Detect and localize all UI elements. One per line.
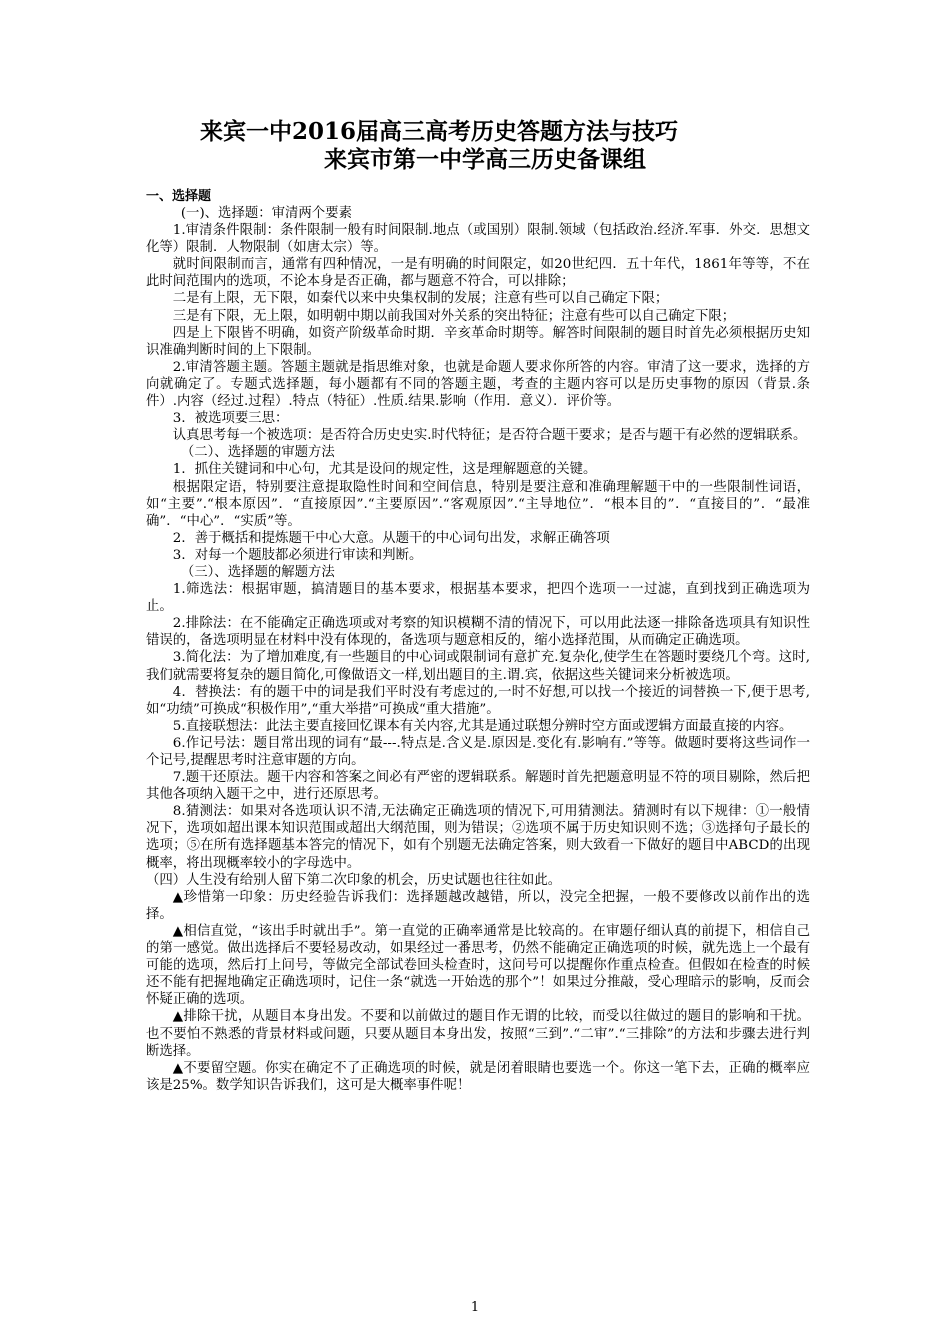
paragraph: 1.筛选法：根据审题，搞清题目的基本要求，根据基本要求，把四个选项一一过滤，直到找到正确选项为止。 — [146, 582, 810, 615]
subheading: （四）人生没有给别人留下第二次印象的机会，历史试题也往往如此。 — [146, 872, 562, 888]
paragraph: 7.题干还原法。题干内容和答案之间必有严密的逻辑联系。解题时首先把题意明显不符的项目剔除，然后把其他各项纳入题干之中，进行还原思考。 — [146, 770, 810, 803]
paragraph: 2.排除法：在不能确定正确选项或对考察的知识模糊不清的情况下，可以用此法逐一排除备选项具有知识性错误的，备选项明显在材料中没有体现的，备选项与题意相反的，缩小选择范围，从而确定正确选项。 — [146, 616, 810, 649]
paragraph: 根据限定语，特别要注意提取隐性时间和空间信息，特别是要注意和准确理解题干中的一些限制性词语，如“主要”.“根本原因”．“直接原因”.“主要原因”.“客观原因”.“主导地位”．“根本目的”．“直接目的”．“最准确”．“中心”．“实质”等。 — [146, 479, 810, 529]
subheading: (一)、选择题：审清两个要素 — [180, 206, 352, 221]
paragraph: 3．对每一个题肢都必须进行审读和判断。 — [172, 547, 423, 563]
body-text — [146, 205, 810, 1094]
paragraph: ▲相信直觉，“该出手时就出手”。第一直觉的正确率通常是比较高的。在审题仔细认真的前提下，相信自己的第一感觉。做出选择后不要轻易改动，如果经过一番思考，仍然不能确定正确选项的时候，就先选上一个最有可能的选项，然后打上问号，等做完全部试卷回头检查时，这问号可以提醒你作重点检查。但假如在检查的时候还不能有把握地确定正确选项时，记住一条“就选一开始选的那个”！如果过分推敲，受心理暗示的影响，反而会怀疑正确的选项。 — [146, 923, 810, 1008]
paragraph: 四是上下限皆不明确，如资产阶级革命时期．辛亥革命时期等。解答时间限制的题目时首先必须根据历史知识准确判断时间的上下限制。 — [146, 325, 810, 358]
paragraph: 6.作记号法：题目常出现的词有“最---.特点是.含义是.原因是.变化有.影响有.”等等。做题时要将这些词作一个记号,提醒思考时注意审题的方向。 — [146, 735, 810, 768]
section-heading: 一、选择题 — [146, 189, 212, 204]
document-subtitle: 来宾市第一中学高三历史备课组 — [324, 146, 646, 173]
subheading: （三）、选择题的解题方法 — [180, 564, 335, 580]
paragraph: 1.审清条件限制：条件限制一般有时间限制.地点（或国别）限制.领域（包括政治.经济.军事．外交．思想文化等）限制．人物限制（如唐太宗）等。 — [146, 223, 810, 256]
paragraph: ▲不要留空题。你实在确定不了正确选项的时候，就是闭着眼睛也要选一个。你这一笔下去，正确的概率应该是25%。数学知识告诉我们，这可是大概率事件呢！ — [146, 1060, 810, 1093]
document-title: 来宾一中2016届高三高考历史答题方法与技巧 — [200, 118, 679, 145]
paragraph: 8.猜测法：如果对各选项认识不清,无法确定正确选项的情况下,可用猜测法。猜测时有以下规律：①一般情况下，选项如超出课本知识范围或超出大纲范围，则为错误；②选项不属于历史知识则不选；③选择句子最长的选项；⑤在所有选择题基本答完的情况下，如有个别题无法确定答案，则大致看一下做好的题目中ABCD的出现概率，将出现概率较小的字母选中。 — [146, 804, 810, 871]
subheading: （二）、选择题的审题方法 — [180, 445, 335, 461]
paragraph: 二是有上限，无下限，如秦代以来中央集权制的发展；注意有些可以自己确定下限； — [172, 291, 669, 307]
document-page — [146, 118, 810, 1094]
paragraph: ▲排除干扰，从题目本身出发。不要和以前做过的题目作无谓的比较，而受以往做过的题目的影响和干扰。也不要怕不熟悉的背景材料或问题，只要从题目本身出发，按照“三到”.“二审”.“三排除”的方法和步骤去进行判断选择。 — [146, 1009, 810, 1059]
paragraph: 3．被选项要三思： — [172, 411, 289, 427]
page-number: 1 — [470, 1300, 480, 1315]
paragraph: 三是有下限，无上限，如明朝中期以前我国对外关系的突出特征；注意有些可以自己确定下限； — [172, 308, 736, 324]
paragraph: 4．替换法：有的题干中的词是我们平时没有考虑过的,一时不好想,可以找一个接近的词替换一下,便于思考,如“功绩”可换成“积极作用”,“重大举措”可换成“重大措施”。 — [146, 684, 810, 717]
paragraph: 2．善于概括和提炼题干中心大意。从题干的中心词句出发，求解正确答项 — [172, 530, 610, 546]
paragraph: 5.直接联想法：此法主要直接回忆课本有关内容,尤其是通过联想分辨时空方面或逻辑方面最直接的内容。 — [172, 718, 793, 734]
paragraph: 1．抓住关键词和中心句，尤其是设问的规定性，这是理解题意的关键。 — [172, 462, 597, 478]
paragraph: ▲珍惜第一印象：历史经验告诉我们：选择题越改越错，所以，没完全把握，一般不要修改以前作出的选择。 — [146, 889, 810, 922]
paragraph: 3.简化法：为了增加难度,有一些题目的中心词或限制词有意扩充.复杂化,使学生在答题时要绕几个弯。这时,我们就需要将复杂的题目简化,可像做语文一样,划出题目的主.谓.宾，依据这些关键词来分析被选项。 — [146, 650, 810, 683]
paragraph: 认真思考每一个被选项：是否符合历史史实.时代特征；是否符合题干要求；是否与题干有必然的逻辑联系。 — [172, 428, 807, 444]
paragraph: 2.审清答题主题。答题主题就是指思维对象，也就是命题人要求你所答的内容。审清了这一要求，选择的方向就确定了。专题式选择题，每小题都有不同的答题主题，考查的主题内容可以是历史事物的原因（背景.条件）.内容（经过.过程）.特点（特征）.性质.结果.影响（作用．意义）．评价等。 — [146, 359, 810, 410]
paragraph: 就时间限制而言，通常有四种情况，一是有明确的时间限定，如20世纪四．五十年代，1861年等等，不在此时间范围内的选项，不论本身是否正确，都与题意不符合，可以排除； — [146, 257, 810, 290]
title-spacer — [146, 174, 810, 188]
